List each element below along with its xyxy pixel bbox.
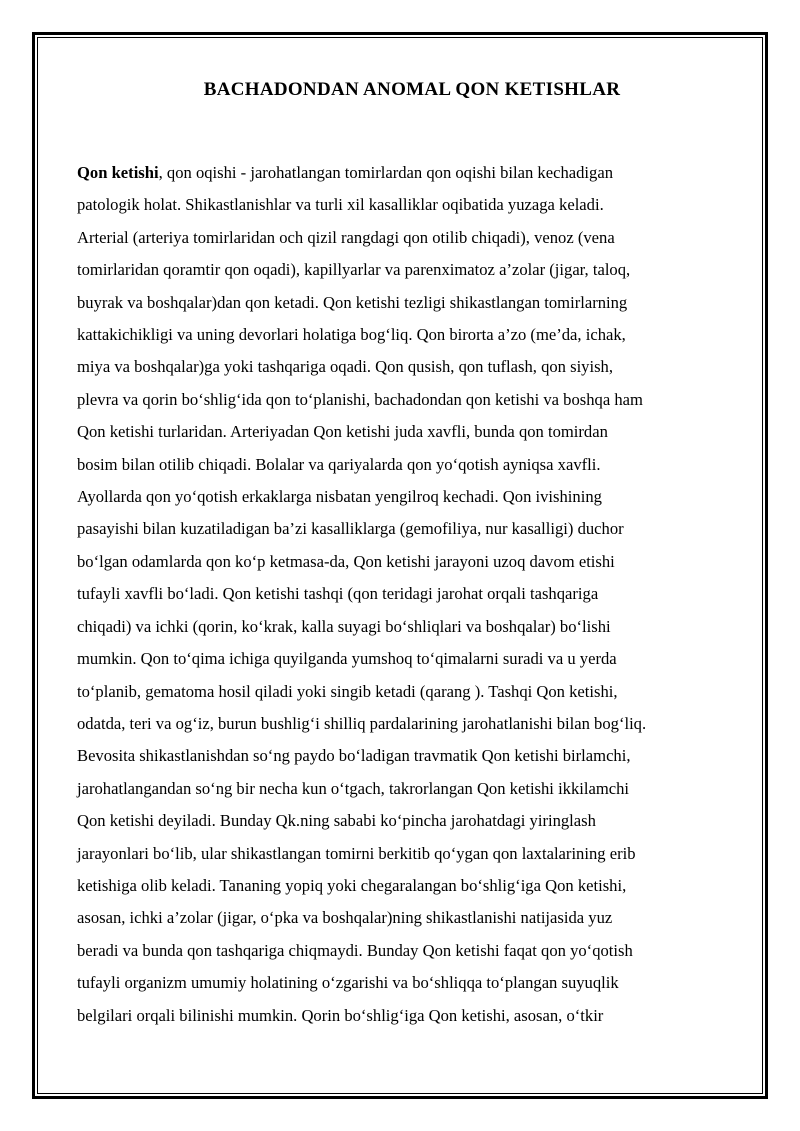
text-line: bosim bilan otilib chiqadi. Bolalar va qariyalarda qon yo‘qotish ayniqsa xavfli. bbox=[77, 454, 601, 474]
text-line: Ayollarda qon yo‘qotish erkaklarga nisbatan yengilroq kechadi. Qon ivishining bbox=[77, 487, 602, 507]
text-line: belgilari orqali bilinishi mumkin. Qorin bo‘shlig‘iga Qon ketishi, asosan, o‘tkir bbox=[77, 1005, 604, 1025]
defined-term: Qon ketishi bbox=[77, 163, 159, 182]
text-line: plevra va qorin bo‘shlig‘ida qon to‘planishi, bachadondan qon ketishi va boshqa ham bbox=[77, 389, 643, 409]
text-line: patologik holat. Shikastlanishlar va turli xil kasalliklar oqibatida yuzaga keladi. bbox=[77, 195, 604, 215]
text-line: miya va boshqalar)ga yoki tashqariga oqadi. Qon qusish, qon tuflash, qon siyish, bbox=[77, 357, 613, 377]
document-title: BACHADONDAN ANOMAL QON KETISHLAR bbox=[203, 79, 621, 100]
text-line: tufayli organizm umumiy holatining o‘zgarishi va bo‘shliqqa to‘plangan suyuqlik bbox=[77, 973, 619, 993]
text-line bbox=[77, 157, 729, 189]
text-line-segment: , qon oqishi - jarohatlangan tomirlardan qon oqishi bilan kechadigan bbox=[158, 163, 613, 182]
text-line: to‘planib, gematoma hosil qiladi yoki singib ketadi (qarang ). Tashqi Qon ketishi, bbox=[77, 681, 618, 701]
body-paragraph bbox=[77, 157, 729, 1032]
text-line: tufayli xavfli bo‘ladi. Qon ketishi tashqi (qon teridagi jarohat orqali tashqariga bbox=[77, 584, 599, 604]
text-line: chiqadi) va ichki (qorin, ko‘krak, kalla suyagi bo‘shliqlari va boshqalar) bo‘lishi bbox=[77, 616, 611, 636]
text-line: kattakichikligi va uning devorlari holatiga bog‘liq. Qon birorta a’zo (me’da, ichak, bbox=[77, 325, 626, 345]
text-line: Arterial (arteriya tomirlaridan och qizil rangdagi qon otilib chiqadi), venoz (vena bbox=[77, 227, 615, 247]
text-line: asosan, ichki a’zolar (jigar, o‘pka va boshqalar)ning shikastlanishi natijasida yuz bbox=[77, 908, 613, 928]
text-line: bo‘lgan odamlarda qon ko‘p ketmasa-da, Qon ketishi jarayoni uzoq davom etishi bbox=[77, 551, 615, 571]
text-line: beradi va bunda qon tashqariga chiqmaydi. Bunday Qon ketishi faqat qon yo‘qotish bbox=[77, 940, 633, 960]
text-line: odatda, teri va og‘iz, burun bushlig‘i shilliq pardalarining jarohatlanishi bilan bog‘liq. bbox=[77, 713, 647, 733]
text-line: jarohatlangandan so‘ng bir necha kun o‘tgach, takrorlangan Qon ketishi ikkilamchi bbox=[77, 778, 630, 798]
text-line: mumkin. Qon to‘qima ichiga quyilganda yumshoq to‘qimalarni suradi va u yerda bbox=[77, 649, 617, 669]
text-line: buyrak va boshqalar)dan qon ketadi. Qon ketishi tezligi shikastlangan tomirlarning bbox=[77, 292, 628, 312]
text-line: pasayishi bilan kuzatiladigan ba’zi kasalliklarga (gemofiliya, nur kasalligi) duchor bbox=[77, 519, 624, 539]
text-line: ketishiga olib keladi. Tananing yopiq yoki chegaralangan bo‘shlig‘iga Qon ketishi, bbox=[77, 875, 627, 895]
text-line: Qon ketishi turlaridan. Arteriyadan Qon ketishi juda xavfli, bunda qon tomirdan bbox=[77, 422, 608, 442]
text-line: jarayonlari bo‘lib, ular shikastlangan tomirni berkitib qo‘ygan qon laxtalarining erib bbox=[77, 843, 636, 863]
text-line: Bevosita shikastlanishdan so‘ng paydo bo‘ladigan travmatik Qon ketishi birlamchi, bbox=[77, 746, 631, 766]
text-line: tomirlaridan qoramtir qon oqadi), kapillyarlar va parenximatoz a’zolar (jigar, taloq, bbox=[77, 260, 631, 280]
text-line: Qon ketishi deyiladi. Bunday Qk.ning sababi ko‘pincha jarohatdagi yiringlash bbox=[77, 811, 596, 831]
